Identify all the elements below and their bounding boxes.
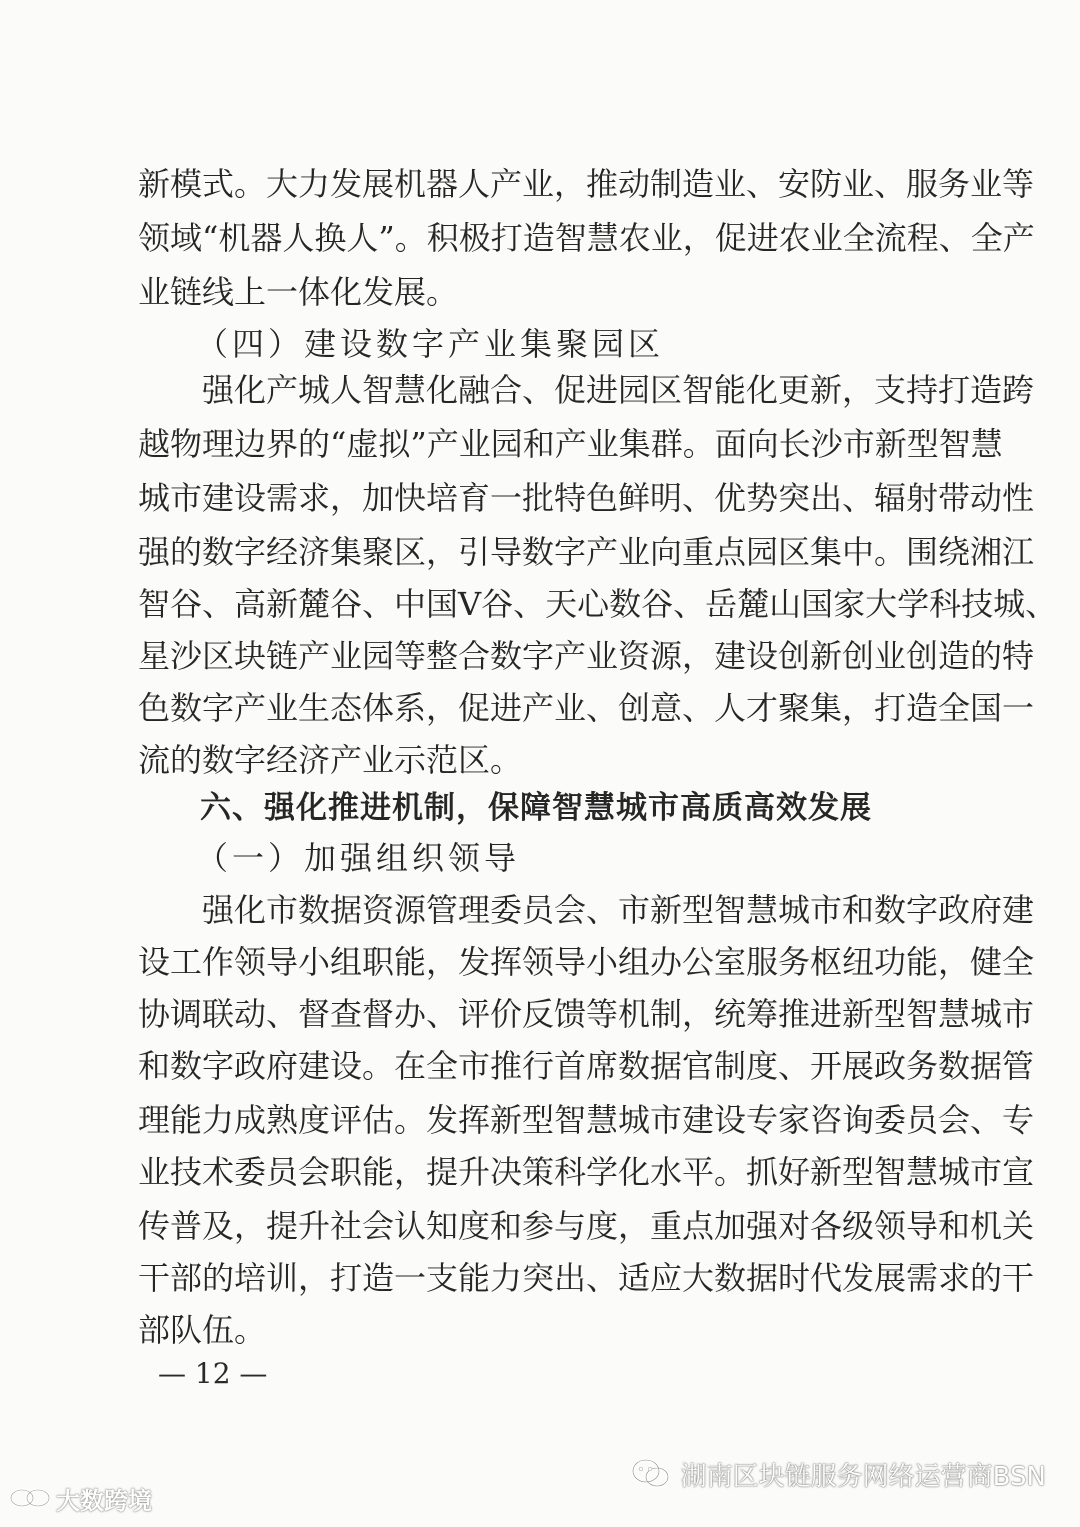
paragraph-line: 协调联动、督查督办、评价反馈等机制，统筹推进新型智慧城市 xyxy=(138,995,1035,1033)
paragraph-line: 色数字产业生态体系，促进产业、创意、人才聚集，打造全国一 xyxy=(138,689,1035,727)
subsection-heading: （四）建设数字产业集聚园区 xyxy=(196,325,665,363)
subsection-heading: （一）加强组织领导 xyxy=(196,839,521,877)
watermark-right-text: 湖南区块链服务网络运营商BSN xyxy=(680,1461,1046,1492)
paragraph-line: 业链线上一体化发展。 xyxy=(138,273,459,311)
paragraph-line: 干部的培训，打造一支能力突出、适应大数据时代发展需求的干 xyxy=(138,1259,1035,1297)
page-number: — 12 — xyxy=(158,1357,268,1390)
paragraph-line: 城市建设需求，加快培育一批特色鲜明、优势突出、辐射带动性 xyxy=(138,479,1035,517)
paragraph-line: 部队伍。 xyxy=(138,1311,267,1349)
watermark-left xyxy=(8,1476,152,1520)
paragraph-line: 强化产城人智慧化融合、促进园区智能化更新，支持打造跨 xyxy=(202,371,1035,409)
section-heading: 六、强化推进机制，保障智慧城市高质高效发展 xyxy=(200,790,872,826)
paragraph-line: 和数字政府建设。在全市推行首席数据官制度、开展政务数据管 xyxy=(138,1047,1035,1085)
paragraph-line: 传普及，提升社会认知度和参与度，重点加强对各级领导和机关 xyxy=(138,1207,1035,1245)
paragraph-line: 星沙区块链产业园等整合数字产业资源，建设创新创业创造的特 xyxy=(138,637,1035,675)
paragraph-line: 越物理边界的“虚拟”产业园和产业集群。面向长沙市新型智慧 xyxy=(138,425,1003,463)
paragraph-line: 强的数字经济集聚区，引导数字产业向重点园区集中。围绕湘江 xyxy=(138,533,1035,571)
wechat-icon xyxy=(631,1458,671,1490)
watermark-right xyxy=(631,1452,1046,1496)
watermark-left-text: 大数跨境 xyxy=(56,1486,152,1515)
paragraph-line: 强化市数据资源管理委员会、市新型智慧城市和数字政府建 xyxy=(202,891,1035,929)
chain-logo-icon xyxy=(8,1484,52,1512)
paragraph-line: 新模式。大力发展机器人产业，推动制造业、安防业、服务业等 xyxy=(138,165,1035,203)
paragraph-line: 设工作领导小组职能，发挥领导小组办公室服务枢纽功能，健全 xyxy=(138,943,1035,981)
paragraph-line: 流的数字经济产业示范区。 xyxy=(138,741,523,779)
paragraph-line: 智谷、高新麓谷、中国V谷、天心数谷、岳麓山国家大学科技城、 xyxy=(138,585,1058,623)
paragraph-line: 理能力成熟度评估。发挥新型智慧城市建设专家咨询委员会、专 xyxy=(138,1101,1035,1139)
paragraph-line: 领域“机器人换人”。积极打造智慧农业，促进农业全流程、全产 xyxy=(138,219,1035,257)
paragraph-line: 业技术委员会职能，提升决策科学化水平。抓好新型智慧城市宣 xyxy=(138,1153,1035,1191)
